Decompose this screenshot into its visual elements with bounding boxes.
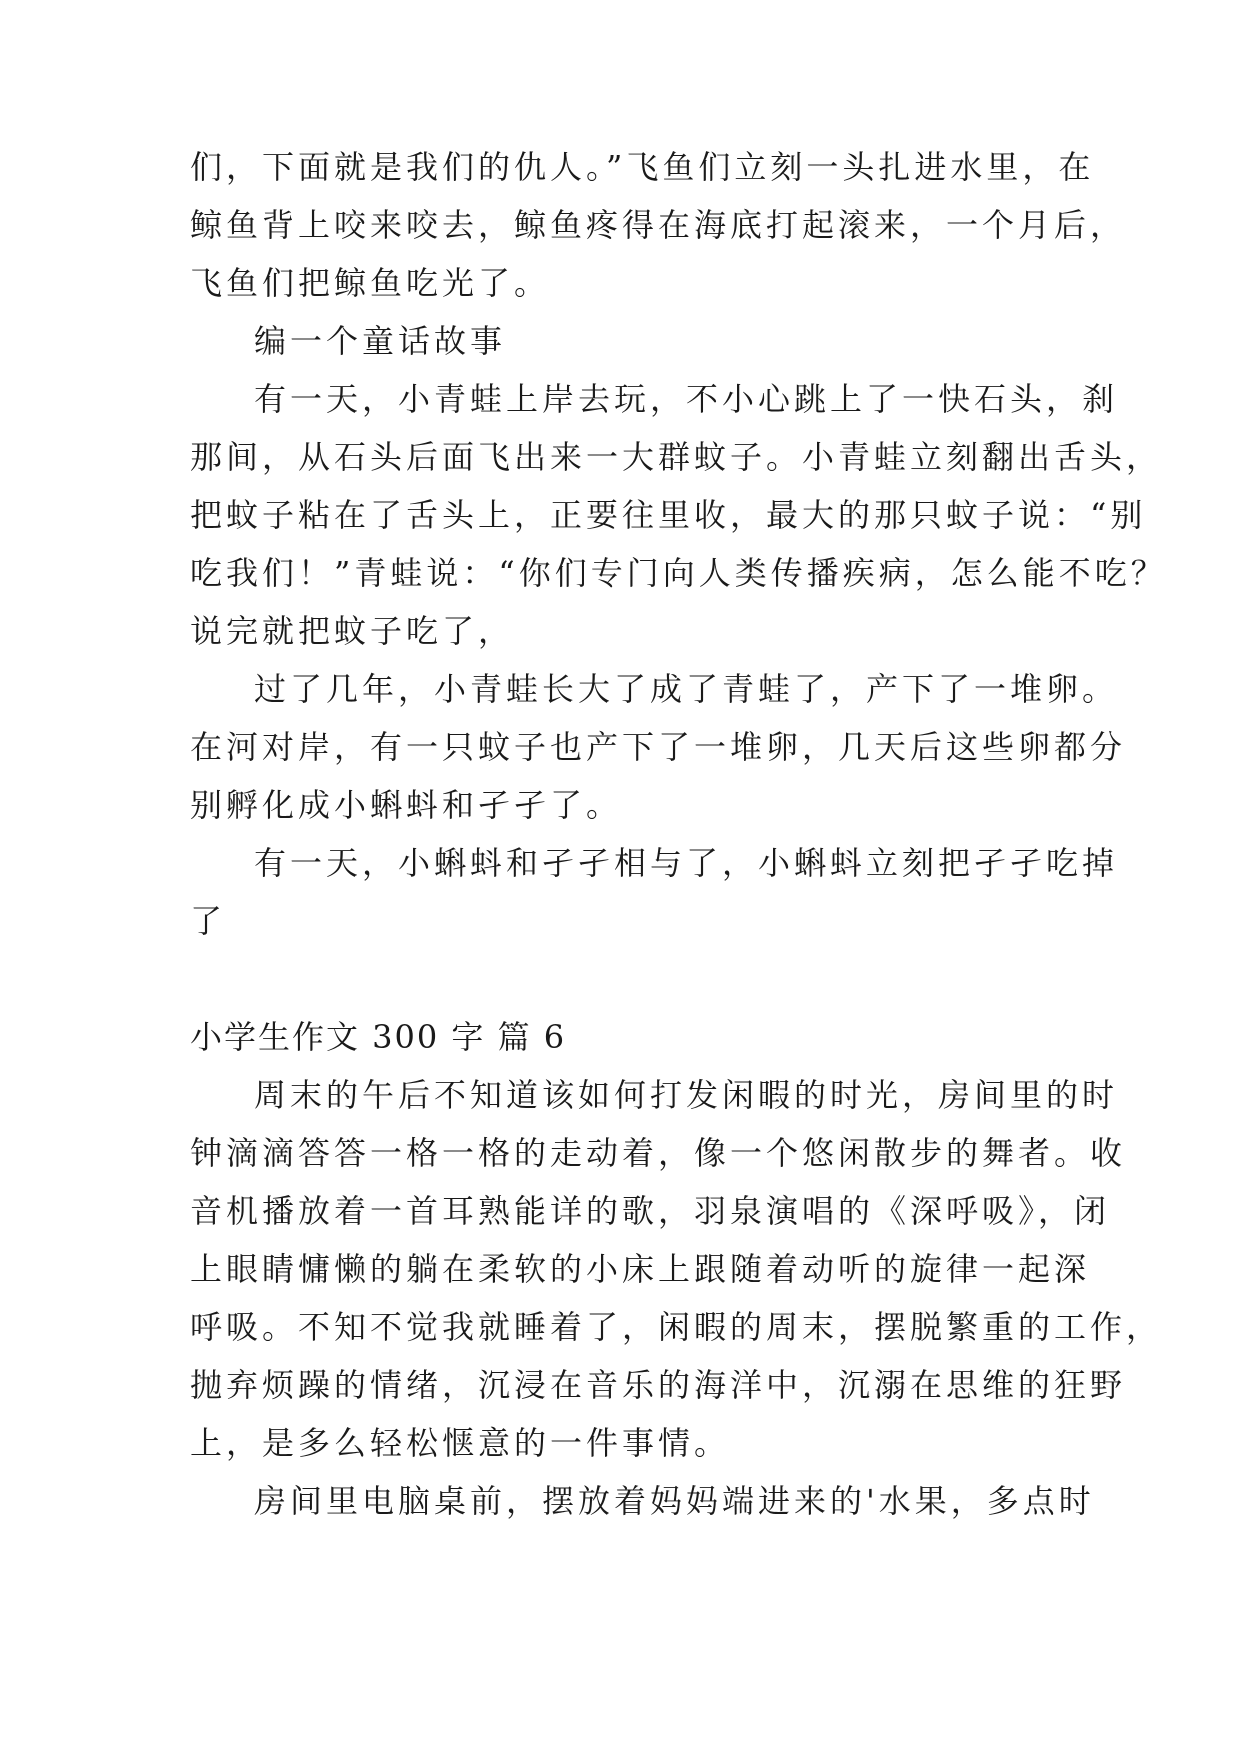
paragraph-line: 飞鱼们把鲸鱼吃光了。	[190, 264, 551, 302]
paragraph-line: 过了几年，小青蛙长大了成了青蛙了，产下了一堆卵。	[254, 670, 1119, 708]
paragraph-line: 周末的午后不知道该如何打发闲暇的时光，房间里的时	[254, 1076, 1119, 1114]
paragraph-line: 别孵化成小蝌蚪和孑孑了。	[190, 786, 623, 824]
story-title: 编一个童话故事	[254, 322, 507, 360]
paragraph-line: 钟滴滴答答一格一格的走动着，像一个悠闲散步的舞者。收	[190, 1134, 1127, 1172]
paragraph-line: 在河对岸，有一只蚊子也产下了一堆卵，几天后这些卵都分	[190, 728, 1127, 766]
paragraph-line: 有一天，小蝌蚪和孑孑相与了，小蝌蚪立刻把孑孑吃掉	[254, 844, 1119, 882]
paragraph-line: 鲸鱼背上咬来咬去，鲸鱼疼得在海底打起滚来，一个月后，	[190, 206, 1127, 244]
paragraph-line: 们，下面就是我们的仇人。”飞鱼们立刻一头扎进水里，在	[190, 148, 1095, 186]
paragraph-line: 抛弃烦躁的情绪，沉浸在音乐的海洋中，沉溺在思维的狂野	[190, 1366, 1127, 1404]
paragraph-line: 房间里电脑桌前，摆放着妈妈端进来的'水果，多点时	[254, 1482, 1095, 1520]
paragraph-line: 呼吸。不知不觉我就睡着了，闲暇的周末，摆脱繁重的工作，	[190, 1308, 1163, 1346]
paragraph-line: 上眼睛慵懒的躺在柔软的小床上跟随着动听的旋律一起深	[190, 1250, 1091, 1288]
paragraph-line: 把蚊子粘在了舌头上，正要往里收，最大的那只蚊子说：“别	[190, 496, 1147, 534]
paragraph-line: 吃我们！”青蛙说：“你们专门向人类传播疾病，怎么能不吃？	[190, 554, 1167, 592]
paragraph-line: 说完就把蚊子吃了，	[190, 612, 515, 650]
paragraph-line: 上，是多么轻松惬意的一件事情。	[190, 1424, 731, 1462]
section-heading: 小学生作文 300 字 篇 6	[190, 1018, 567, 1056]
paragraph-line: 那间，从石头后面飞出来一大群蚊子。小青蛙立刻翻出舌头，	[190, 438, 1163, 476]
paragraph-line: 了	[190, 902, 227, 940]
paragraph-line: 音机播放着一首耳熟能详的歌，羽泉演唱的《深呼吸》，闭	[190, 1192, 1111, 1230]
paragraph-line: 有一天，小青蛙上岸去玩，不小心跳上了一快石头，刹	[254, 380, 1119, 418]
